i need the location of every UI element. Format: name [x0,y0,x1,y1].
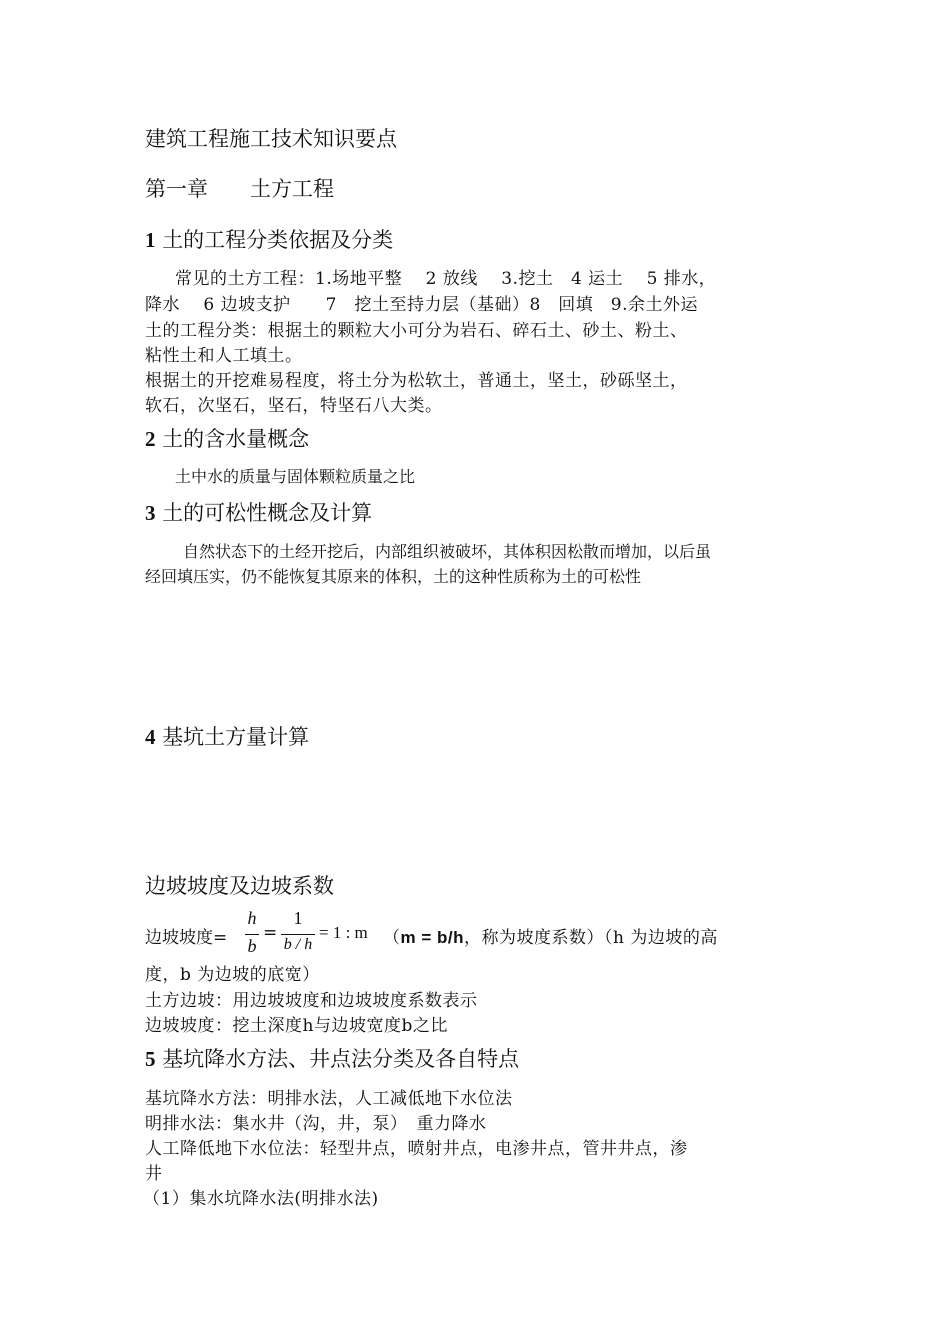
fraction-numerator: h [247,908,257,928]
fraction-denominator: b [247,936,257,956]
paragraph: 边坡坡度：挖土深度h与边坡宽度b之比 [145,1016,448,1036]
paragraph: 土方边坡：用边坡坡度和边坡坡度系数表示 [145,991,478,1011]
section-number: 4 [145,725,156,749]
fraction-bar [281,934,315,935]
fraction-denominator: b / h [283,936,313,953]
paragraph: 常见的土方工程：1.场地平整 2 放线 3.挖土 4 运土 5 排水， [175,269,717,289]
section-heading-text: 土的工程分类依据及分类 [162,228,394,252]
section-heading-text: 土的可松性概念及计算 [162,501,373,525]
slope-heading: 边坡坡度及边坡系数 [145,874,334,898]
section-3-heading [145,497,372,527]
paragraph: 根据土的开挖难易程度，将土分为松软土，普通土，坚土，砂砾坚土， [145,371,688,391]
chapter-title: 第一章 土方工程 [145,177,334,201]
paragraph: 基坑降水方法：明排水法，人工减低地下水位法 [145,1089,513,1109]
paragraph: 人工降低地下水位法：轻型井点，喷射井点，电渗井点，管井井点，渗 [145,1139,688,1159]
paragraph: 土中水的质量与固体颗粒质量之比 [175,467,416,486]
paragraph: （1）集水坑降水法(明排水法) [143,1189,379,1209]
section-number: 1 [145,228,156,252]
section-heading-text: 基坑降水方法、井点法分类及各自特点 [162,1047,520,1071]
open-paren: （ [383,928,401,948]
fraction-bar [245,934,259,935]
paragraph: 软石，次坚石，坚石，特坚石八大类。 [145,396,443,416]
paragraph: 度，b 为边坡的底宽） [145,965,320,985]
document-title: 建筑工程施工技术知识要点 [145,127,397,151]
formula-note [383,923,718,948]
section-number: 2 [145,427,156,451]
section-2-heading [145,423,309,453]
paragraph: 土的工程分类：根据土的颗粒大小可分为岩石、碎石土、砂土、粉土、 [145,321,688,341]
paragraph: 经回填压实，仍不能恢复其原来的体积，土的这种性质称为土的可松性 [145,567,642,586]
section-heading-text: 基坑土方量计算 [162,725,310,749]
formula-label: 边坡坡度= [145,928,228,948]
section-heading-text: 土的含水量概念 [162,427,310,451]
fraction-numerator: 1 [293,908,303,928]
section-5-heading [145,1043,519,1073]
section-1-heading [145,224,393,254]
ratio-expression: = 1 : m [319,923,368,942]
paragraph: 明排水法：集水井（沟，井，泵） 重力降水 [145,1114,487,1134]
section-number: 3 [145,501,156,525]
paragraph: 粘性土和人工填土。 [145,346,303,366]
section-4-heading [145,721,309,751]
formula-note-text: ，称为坡度系数）（h 为边坡的高 [463,928,718,948]
equals-sign: = [263,923,278,943]
paragraph: 井 [145,1164,163,1184]
paragraph: 降水 6 边坡支护 7 挖土至持力层（基础）8 回填 9.余土外运 [145,295,698,315]
section-number: 5 [145,1047,156,1071]
coefficient-definition: m = b/h [400,928,464,947]
paragraph: 自然状态下的土经开挖后，内部组织被破坏，其体积因松散而增加，以后虽 [183,542,712,561]
